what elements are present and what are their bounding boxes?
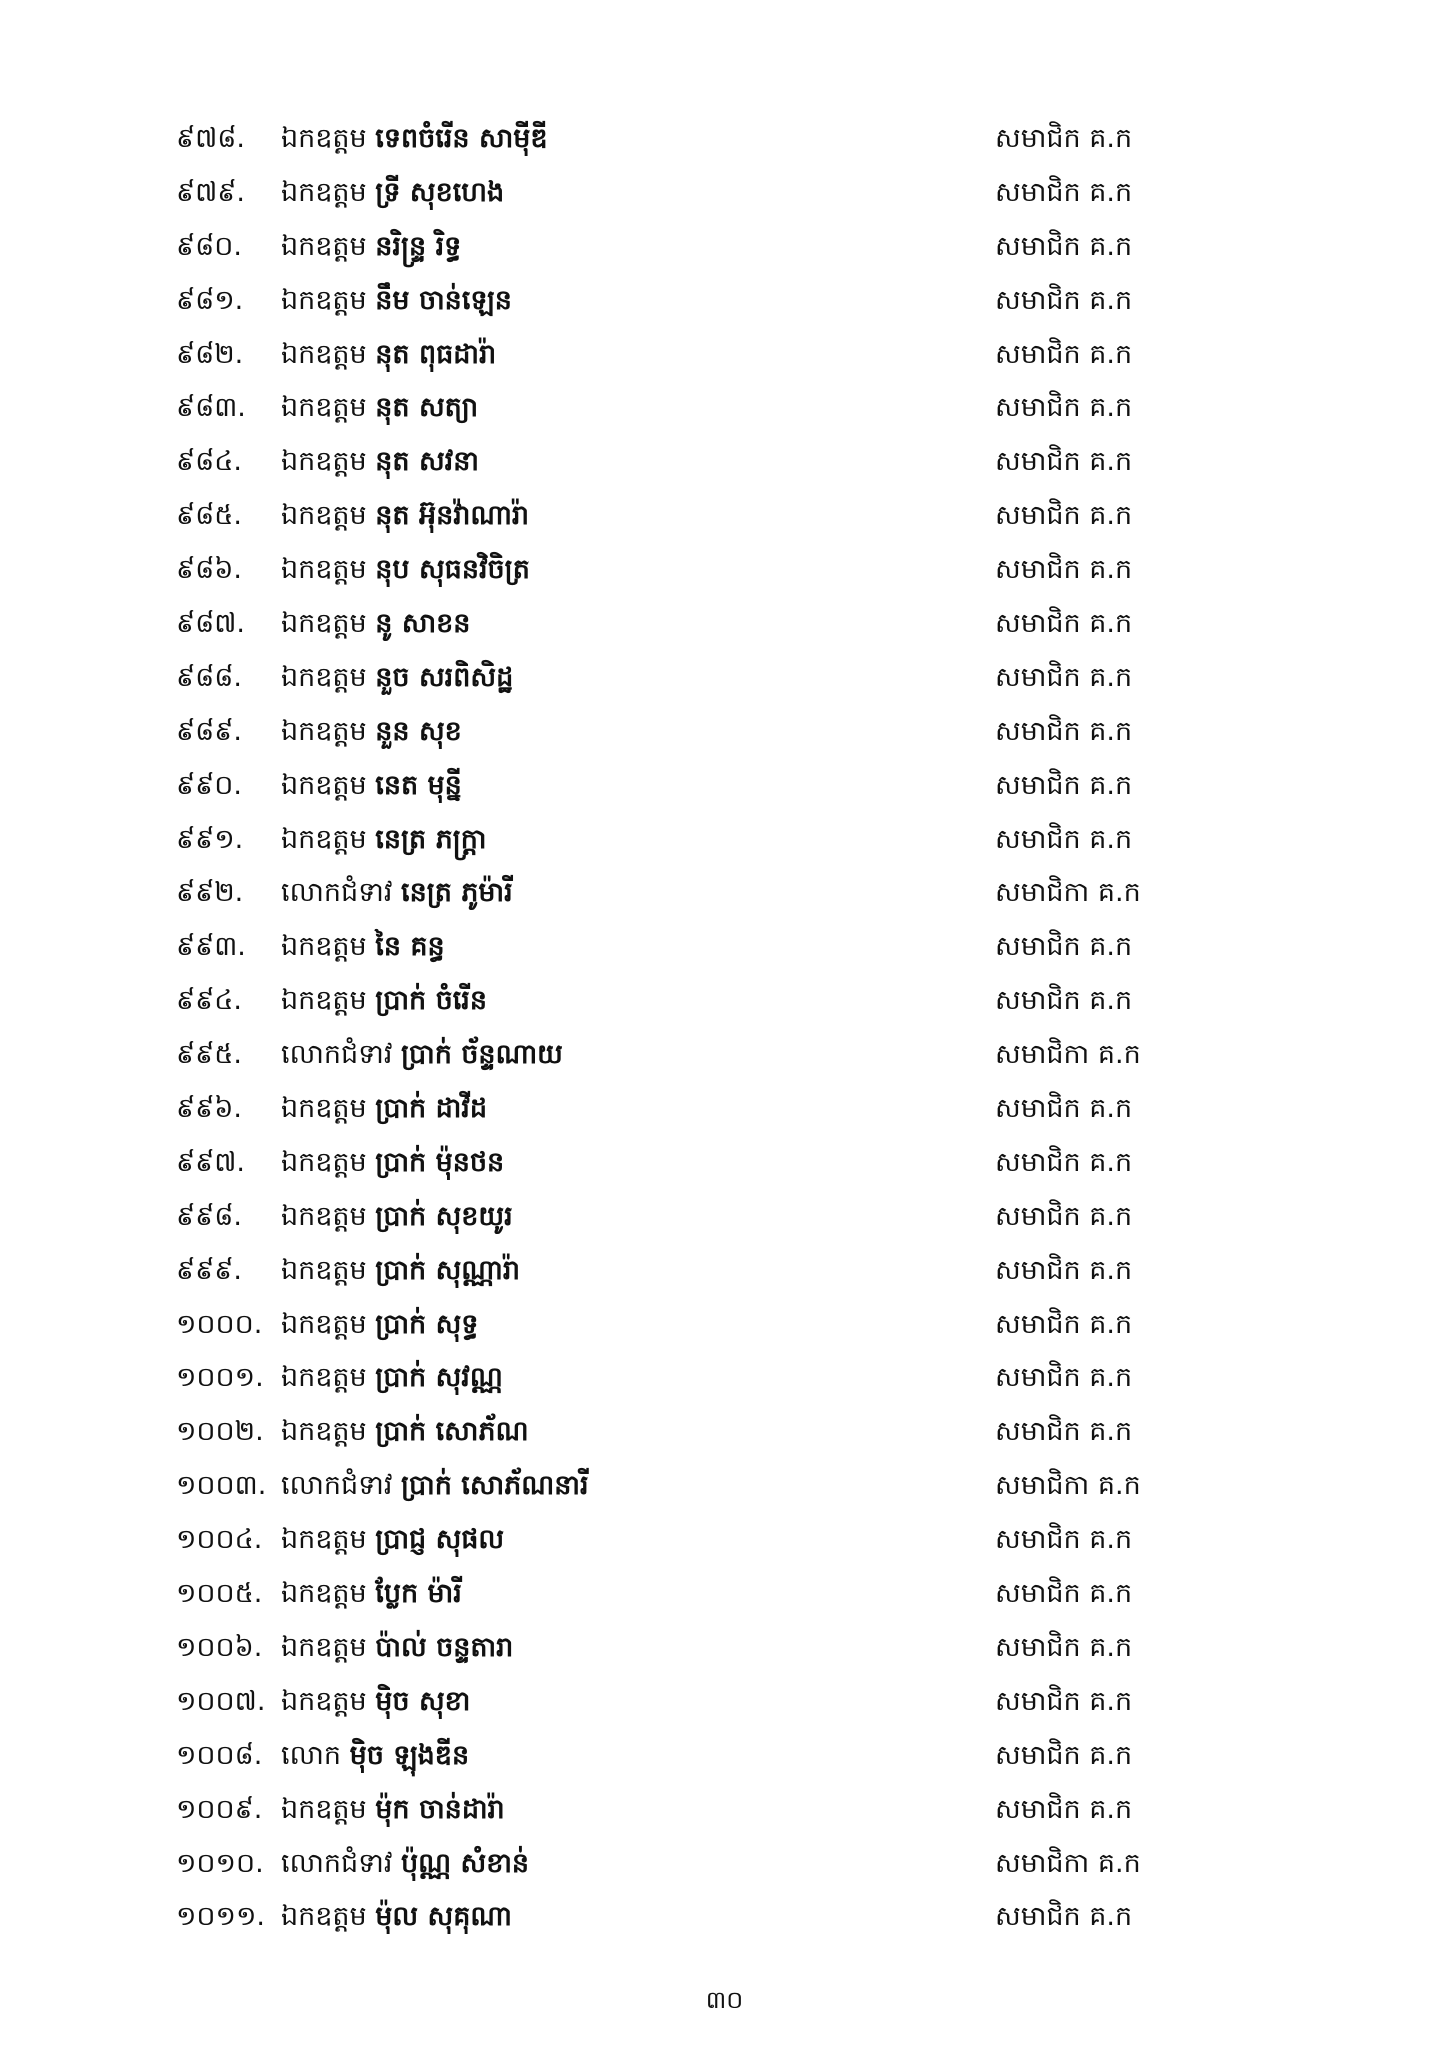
honorific-title: លោកជំទាវ [281, 877, 393, 909]
member-name: ប៉ាល់ ចន្ទតារា [375, 1631, 514, 1663]
member-role: សមាជិក គ.ក [995, 1146, 1133, 1178]
honorific-title: ឯកឧត្តម [281, 769, 367, 801]
member-name-cell [281, 920, 445, 974]
honorific-title: ឯកឧត្តម [281, 554, 367, 586]
member-name-cell [281, 381, 478, 435]
member-row [0, 866, 1449, 920]
member-name-cell [281, 1621, 513, 1675]
member-name-cell [281, 1729, 469, 1783]
member-row [0, 220, 1449, 274]
member-row [0, 1298, 1449, 1352]
member-row [0, 759, 1449, 813]
member-name: នេត្រ ភូម៉ារី [401, 877, 513, 909]
entry-number: ៩៨៦. [176, 554, 242, 586]
member-name-cell [281, 1028, 563, 1082]
member-row [0, 166, 1449, 220]
entry-number: ១០០១. [176, 1362, 264, 1394]
member-name-cell [281, 1675, 470, 1729]
member-name: ទ្រី សុខហេង [375, 176, 505, 208]
member-role: សមាជិក គ.ក [995, 230, 1133, 262]
honorific-title: ឯកឧត្តម [281, 1093, 367, 1125]
entry-number: ៩៩៧. [176, 1146, 245, 1178]
member-list [0, 112, 1449, 1944]
honorific-title: លោកជំទាវ [281, 1039, 393, 1071]
honorific-title: លោកជំទាវ [281, 1470, 393, 1502]
member-row [0, 813, 1449, 867]
member-role: សមាជិក គ.ក [995, 661, 1133, 693]
member-name: នេត្រ ភក្ត្រា [375, 823, 487, 855]
member-name-cell [281, 489, 529, 543]
honorific-title: ឯកឧត្តម [281, 1685, 367, 1717]
member-name: នុត ពុធដារ៉ា [375, 338, 497, 370]
entry-number: ១០០០. [176, 1308, 263, 1340]
member-name: នុត សត្យា [375, 392, 479, 424]
honorific-title: ឯកឧត្តម [281, 446, 367, 478]
member-row [0, 1675, 1449, 1729]
entry-number: ១០០៩. [176, 1793, 263, 1825]
member-name: ម៉ិច សុខា [375, 1685, 471, 1717]
member-name: ម៉ិច ឡុងឌីន [349, 1739, 470, 1771]
member-name-cell [281, 220, 461, 274]
entry-number: ៩៨៨. [176, 661, 242, 693]
member-name-cell [281, 1837, 529, 1891]
member-name-cell [281, 435, 479, 489]
entry-number: ៩៨៩. [176, 715, 242, 747]
member-role: សមាជិក គ.ក [995, 284, 1133, 316]
honorific-title: ឯកឧត្តម [281, 1524, 367, 1556]
member-role: សមាជិក គ.ក [995, 1362, 1133, 1394]
honorific-title: ឯកឧត្តម [281, 1254, 367, 1286]
member-row [0, 274, 1449, 328]
member-role: សមាជិក គ.ក [995, 1416, 1133, 1448]
member-row [0, 1028, 1449, 1082]
honorific-title: ឯកឧត្តម [281, 985, 367, 1017]
honorific-title: ឯកឧត្តម [281, 931, 367, 963]
entry-number: ៩៩៨. [176, 1200, 242, 1232]
honorific-title: លោកជំទាវ [281, 1847, 393, 1879]
honorific-title: ឯកឧត្តម [281, 284, 367, 316]
member-row [0, 597, 1449, 651]
member-name-cell [281, 759, 462, 813]
member-role: សមាជិក គ.ក [995, 1631, 1133, 1663]
entry-number: ១០០៥. [176, 1578, 263, 1610]
member-role: សមាជិក គ.ក [995, 985, 1133, 1017]
entry-number: ៩៨៧. [176, 608, 245, 640]
honorific-title: ឯកឧត្តម [281, 338, 367, 370]
member-row [0, 381, 1449, 435]
member-name: ប្រាក់ ច័ន្ទណាយ [401, 1039, 563, 1071]
entry-number: ១០១០. [176, 1847, 264, 1879]
member-row [0, 705, 1449, 759]
member-name-cell [281, 274, 512, 328]
member-role: សមាជិក គ.ក [995, 608, 1133, 640]
member-role: សមាជិក គ.ក [995, 500, 1133, 532]
member-role: សមាជិក គ.ក [995, 123, 1133, 154]
member-name: ម៉ុក ចាន់ដារ៉ា [375, 1793, 505, 1825]
member-row [0, 1405, 1449, 1459]
member-name: ទេពចំរើន សាម៉ីឌី [375, 123, 548, 154]
honorific-title: ឯកឧត្តម [281, 230, 367, 262]
member-role: សមាជិក គ.ក [995, 931, 1133, 963]
entry-number: ១០០២. [176, 1416, 264, 1448]
member-row [0, 1837, 1449, 1891]
member-row [0, 112, 1449, 166]
entry-number: ១០០៨. [176, 1739, 263, 1771]
honorific-title: ឯកឧត្តម [281, 1416, 367, 1448]
honorific-title: ឯកឧត្តម [281, 1631, 367, 1663]
member-name-cell [281, 1567, 462, 1621]
member-role: សមាជិក គ.ក [995, 1793, 1133, 1825]
member-name: ប្រាក់ សោភ័ណ [375, 1416, 529, 1448]
member-name: នុត សវនា [375, 446, 479, 478]
honorific-title: ឯកឧត្តម [281, 1146, 367, 1178]
entry-number: ៩៨៤. [176, 446, 242, 478]
member-name: ម៉ុល សុគុណា [375, 1901, 512, 1933]
honorific-title: ឯកឧត្តម [281, 1308, 367, 1340]
member-name-cell [281, 1082, 487, 1136]
honorific-title: ឯកឧត្តម [281, 123, 367, 154]
member-role: សមាជិក គ.ក [995, 1200, 1133, 1232]
entry-number: ៩៧៩. [176, 176, 245, 208]
member-row [0, 1351, 1449, 1405]
member-role: សមាជិក គ.ក [995, 1739, 1133, 1771]
entry-number: ៩៩៩. [176, 1254, 242, 1286]
member-name-cell [281, 328, 496, 382]
member-role: សមាជិក គ.ក [995, 1308, 1133, 1340]
member-row [0, 1136, 1449, 1190]
member-name-cell [281, 1351, 503, 1405]
honorific-title: លោក [281, 1739, 341, 1771]
member-row [0, 1621, 1449, 1675]
member-name: ប្រាក់ ចំរើន [375, 985, 488, 1017]
entry-number: ៩៩២. [176, 877, 244, 909]
member-name-cell [281, 597, 470, 651]
member-name-cell [281, 1513, 504, 1567]
member-role: សមាជិក គ.ក [995, 1578, 1133, 1610]
member-role: សមាជិក គ.ក [995, 1901, 1133, 1933]
member-row [0, 1890, 1449, 1944]
member-name: នរិន្ទ្រ រិទ្ធ [375, 230, 462, 262]
member-row [0, 1513, 1449, 1567]
member-name: ប្លែក ម៉ារី [375, 1578, 462, 1610]
member-name: ប្រាក់ សុណ្ណារ៉ា [375, 1254, 520, 1286]
member-name-cell [281, 1298, 478, 1352]
member-role: សមាជិក គ.ក [995, 446, 1133, 478]
honorific-title: ឯកឧត្តម [281, 823, 367, 855]
honorific-title: ឯកឧត្តម [281, 1200, 367, 1232]
entry-number: ១០០៦. [176, 1631, 263, 1663]
entry-number: ៩៩៤. [176, 985, 242, 1017]
member-name: ប្រាជ្ញ សុផល [375, 1524, 505, 1556]
entry-number: ១០១១. [176, 1901, 266, 1933]
honorific-title: ឯកឧត្តម [281, 661, 367, 693]
entry-number: ៩៨៥. [176, 500, 242, 532]
honorific-title: ឯកឧត្តម [281, 392, 367, 424]
member-name-cell [281, 1190, 513, 1244]
member-role: សមាជិក គ.ក [995, 1685, 1133, 1717]
member-row [0, 1567, 1449, 1621]
honorific-title: ឯកឧត្តម [281, 1901, 367, 1933]
honorific-title: ឯកឧត្តម [281, 176, 367, 208]
member-role: សមាជិកា គ.ក [995, 877, 1141, 909]
member-row [0, 1783, 1449, 1837]
entry-number: ៩៩៥. [176, 1039, 242, 1071]
member-name-cell [281, 543, 530, 597]
member-name: នៃ គន្ធ [375, 931, 445, 963]
member-name-cell [281, 112, 548, 166]
entry-number: ១០០៧. [176, 1685, 266, 1717]
member-role: សមាជិក គ.ក [995, 769, 1133, 801]
member-name-cell [281, 1136, 504, 1190]
honorific-title: ឯកឧត្តម [281, 608, 367, 640]
member-role: សមាជិក គ.ក [995, 823, 1133, 855]
member-name: ប្រាក់ ម៉ុនថន [375, 1146, 505, 1178]
member-role: សមាជិក គ.ក [995, 554, 1133, 586]
member-name-cell [281, 1244, 520, 1298]
member-row [0, 543, 1449, 597]
member-name: នូ សាខន [375, 608, 471, 640]
honorific-title: ឯកឧត្តម [281, 1793, 367, 1825]
member-name-cell [281, 1405, 529, 1459]
member-name: ប្រាក់ សោភ័ណនារី [401, 1470, 589, 1502]
member-row [0, 489, 1449, 543]
member-name: នឹម ចាន់ឡេន [375, 284, 512, 316]
member-name-cell [281, 651, 513, 705]
member-name: នេត មុន្នី [375, 769, 462, 801]
member-role: សមាជិកា គ.ក [995, 1847, 1141, 1879]
entry-number: ៩៩១. [176, 823, 244, 855]
member-name: នួច សរពិសិដ្ឋ [375, 661, 514, 693]
member-name-cell [281, 866, 513, 920]
honorific-title: ឯកឧត្តម [281, 1362, 367, 1394]
entry-number: ៩៩៦. [176, 1093, 242, 1125]
honorific-title: ឯកឧត្តម [281, 500, 367, 532]
entry-number: ៩៩០. [176, 769, 242, 801]
member-name: នុប សុធនវិចិត្រ [375, 554, 530, 586]
member-row [0, 435, 1449, 489]
honorific-title: ឯកឧត្តម [281, 1578, 367, 1610]
member-role: សមាជិក គ.ក [995, 1254, 1133, 1286]
member-name: ប្រាក់ សុទ្ធ [375, 1308, 479, 1340]
entry-number: ៩៩៣. [176, 931, 246, 963]
member-row [0, 920, 1449, 974]
member-role: សមាជិក គ.ក [995, 1093, 1133, 1125]
member-row [0, 1244, 1449, 1298]
honorific-title: ឯកឧត្តម [281, 715, 367, 747]
member-name-cell [281, 974, 487, 1028]
member-name-cell [281, 705, 462, 759]
member-name: ប្រាក់ សុវណ្ណ [375, 1362, 503, 1394]
entry-number: ៩៨១. [176, 284, 244, 316]
member-name: ប្រាក់ សុខយូរ [375, 1200, 513, 1232]
member-name-cell [281, 1890, 512, 1944]
member-name: នុត អ៊ុនវ៉ាណារ៉ា [375, 500, 530, 532]
member-row [0, 651, 1449, 705]
entry-number: ៩៨២. [176, 338, 244, 370]
member-name-cell [281, 1783, 505, 1837]
entry-number: ១០០៣. [176, 1470, 267, 1502]
entry-number: ៩៧៨. [176, 123, 245, 154]
member-name: ប្រាក់ ដាវីដ [375, 1093, 488, 1125]
member-role: សមាជិក គ.ក [995, 176, 1133, 208]
member-role: សមាជិក គ.ក [995, 715, 1133, 747]
member-name-cell [281, 813, 486, 867]
member-row [0, 1459, 1449, 1513]
member-name: ប៉ុណ្ណ សំខាន់ [401, 1847, 530, 1879]
member-name-cell [281, 166, 504, 220]
member-row [0, 974, 1449, 1028]
member-name: នួន សុខ [375, 715, 462, 747]
member-role: សមាជិក គ.ក [995, 338, 1133, 370]
member-role: សមាជិក គ.ក [995, 1524, 1133, 1556]
page-number: ៣០ [705, 1986, 744, 2014]
member-role: សមាជិកា គ.ក [995, 1039, 1141, 1071]
member-row [0, 1190, 1449, 1244]
member-role: សមាជិកា គ.ក [995, 1470, 1141, 1502]
entry-number: ៩៨០. [176, 230, 242, 262]
member-role: សមាជិក គ.ក [995, 392, 1133, 424]
member-name-cell [281, 1459, 589, 1513]
member-row [0, 328, 1449, 382]
member-row [0, 1729, 1449, 1783]
member-row [0, 1082, 1449, 1136]
entry-number: ៩៨៣. [176, 392, 246, 424]
entry-number: ១០០៤. [176, 1524, 263, 1556]
